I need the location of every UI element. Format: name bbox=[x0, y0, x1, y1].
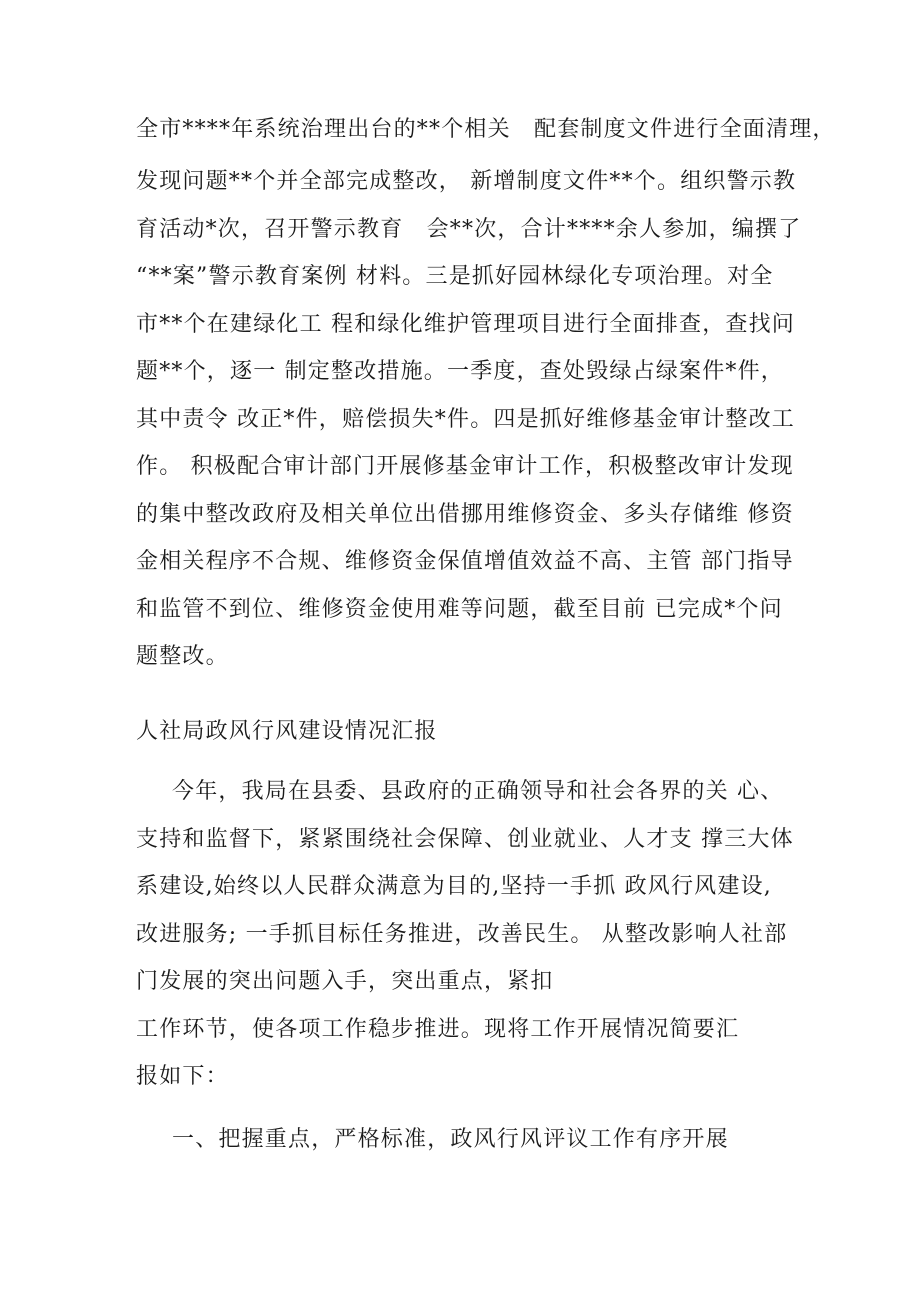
subsection-heading: 一、把握重点，严格标准，政风行风评议工作有序开展 bbox=[172, 1127, 729, 1152]
text-line: 系建设,始终以人民群众满意为目的,坚持一手抓 政风行风建设, bbox=[136, 874, 772, 899]
text-line: 金相关程序不合规、维修资金保值增值效益不高、主管 部门指导 bbox=[136, 549, 794, 574]
text-line: 报如下： bbox=[136, 1064, 229, 1089]
section-title: 人社局政风行风建设情况汇报 bbox=[136, 719, 438, 744]
text-line: 题**个，逐一 制定整改措施。一季度，查处毁绿占绿案件*件， bbox=[136, 359, 784, 384]
text-line: 今年，我局在县委、县政府的正确领导和社会各界的关 心、 bbox=[172, 779, 784, 804]
text-line: 改进服务; 一手抓目标任务推进，改善民生。 从整改影响人社部 bbox=[136, 922, 788, 947]
text-line: 支持和监督下，紧紧围绕社会保障、创业就业、人才支 撑三大体 bbox=[136, 827, 794, 852]
text-line: 其中责令 改正*件，赔偿损失*件。四是抓好维修基金审计整改工 bbox=[136, 407, 795, 432]
text-line: 发现问题**个并全部完成整改， 新增制度文件**个。组织警示教 bbox=[136, 169, 797, 194]
text-line: “**案”警示教育案例 材料。三是抓好园林绿化专项治理。对全 bbox=[136, 264, 774, 289]
text-line: 工作环节，使各项工作稳步推进。现将工作开展情况简要汇 bbox=[136, 1017, 740, 1042]
text-line: 门发展的突出问题入手，突出重点，紧扣 bbox=[136, 969, 554, 994]
text-line: 作。 积极配合审计部门开展修基金审计工作，积极整改审计发现 bbox=[136, 454, 794, 479]
text-line: 育活动*次，召开警示教育 会**次，合计****余人参加，编撰了 bbox=[136, 217, 802, 242]
text-line: 题整改。 bbox=[136, 644, 229, 669]
text-line: 和监管不到位、维修资金使用难等问题，截至目前 已完成*个问 bbox=[136, 597, 783, 622]
text-line: 的集中整改政府及相关单位出借挪用维修资金、多头存储维 修资 bbox=[136, 502, 794, 527]
text-line: 全市****年系统治理出台的**个相关 配套制度文件进行全面清理， bbox=[136, 117, 836, 142]
text-line: 市**个在建绿化工 程和绿化维护管理项目进行全面排查，查找问 bbox=[136, 312, 795, 337]
